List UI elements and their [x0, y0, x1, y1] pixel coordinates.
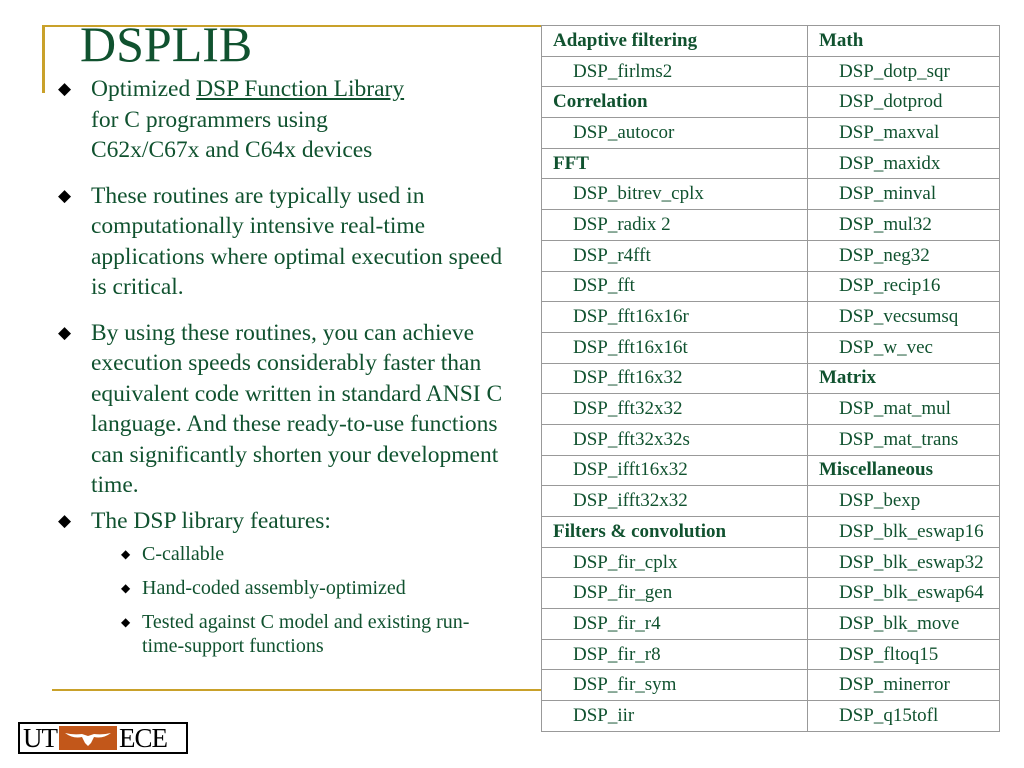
- table-row: [542, 87, 1000, 118]
- table-row: [542, 210, 1000, 241]
- longhorn-icon: [59, 726, 117, 750]
- bullet-text: By using these routines, you can achieve execution speeds considerably faster than equivalent code written in standard ANSI C language. And these ready-to-use functions can significantly shorten your development time.: [91, 319, 503, 498]
- bullet-text: for C programmers using: [91, 106, 328, 133]
- function-cell: DSP_mul32: [808, 210, 1000, 241]
- function-cell: DSP_autocor: [542, 118, 808, 149]
- sub-bullet-text: Tested against C model and existing run-time-support functions: [142, 611, 470, 657]
- table-row: [542, 424, 1000, 455]
- bullet-text: Optimized: [91, 76, 197, 102]
- sub-bullet-item: [91, 542, 510, 566]
- function-cell: DSP_vecsumsq: [808, 302, 1000, 333]
- category-cell: Adaptive filtering: [542, 26, 808, 57]
- function-cell: DSP_radix 2: [542, 210, 808, 241]
- function-cell: DSP_minval: [808, 179, 1000, 210]
- function-table-body: [542, 26, 1000, 732]
- function-cell: DSP_maxval: [808, 118, 1000, 149]
- diamond-bullet-icon: ◆: [58, 79, 72, 98]
- category-cell: Math: [808, 26, 1000, 57]
- bullet-item: [58, 506, 510, 659]
- diamond-bullet-icon: ◆: [58, 510, 72, 530]
- function-cell: DSP_fft16x16r: [542, 302, 808, 333]
- function-cell: DSP_fir_r8: [542, 639, 808, 670]
- function-cell: DSP_fir_gen: [542, 578, 808, 609]
- function-cell: DSP_q15tofl: [808, 701, 1000, 732]
- table-row: [542, 302, 1000, 333]
- table-row: [542, 271, 1000, 302]
- sub-bullet-text: C-callable: [142, 543, 225, 565]
- small-diamond-bullet-icon: ◆: [121, 547, 131, 561]
- function-cell: DSP_ifft32x32: [542, 486, 808, 517]
- table-row: [542, 517, 1000, 548]
- category-cell: Matrix: [808, 363, 1000, 394]
- function-cell: DSP_maxidx: [808, 148, 1000, 179]
- category-cell: Miscellaneous: [808, 455, 1000, 486]
- logo-ece-text: ECE: [119, 723, 167, 753]
- sub-bullet-item: [91, 610, 510, 658]
- table-row: [542, 394, 1000, 425]
- function-cell: DSP_blk_eswap16: [808, 517, 1000, 548]
- function-cell: DSP_iir: [542, 701, 808, 732]
- function-cell: DSP_fir_r4: [542, 609, 808, 640]
- category-cell: Correlation: [542, 87, 808, 118]
- table-row: [542, 609, 1000, 640]
- function-cell: DSP_fft32x32: [542, 394, 808, 425]
- function-cell: DSP_fir_cplx: [542, 547, 808, 578]
- table-row: [542, 179, 1000, 210]
- function-cell: DSP_w_vec: [808, 332, 1000, 363]
- function-cell: DSP_fft16x32: [542, 363, 808, 394]
- function-cell: DSP_dotp_sqr: [808, 56, 1000, 87]
- small-diamond-bullet-icon: ◆: [121, 581, 131, 595]
- table-row: [542, 26, 1000, 57]
- small-diamond-bullet-icon: ◆: [121, 615, 131, 629]
- function-cell: DSP_firlms2: [542, 56, 808, 87]
- bullet-text: These routines are typically used in computationally intensive real-time applications where optimal execution speed is critical.: [91, 182, 503, 300]
- table-row: [542, 240, 1000, 271]
- bullet-item: [58, 318, 510, 501]
- function-cell: DSP_dotprod: [808, 87, 1000, 118]
- dsp-function-library-link[interactable]: DSP Function Library: [196, 76, 405, 102]
- ut-ece-logo: [18, 722, 188, 754]
- bullet-list: [58, 74, 510, 668]
- function-cell: DSP_bexp: [808, 486, 1000, 517]
- table-row: [542, 639, 1000, 670]
- function-cell: DSP_r4fft: [542, 240, 808, 271]
- table-row: [542, 148, 1000, 179]
- function-cell: DSP_fft32x32s: [542, 424, 808, 455]
- bullet-text: The DSP library features:: [91, 507, 331, 534]
- bullet-text: C62x/C67x and C64x devices: [91, 137, 373, 163]
- table-row: [542, 332, 1000, 363]
- sub-bullet-list: [91, 542, 510, 658]
- category-cell: FFT: [542, 148, 808, 179]
- table-row: [542, 701, 1000, 732]
- function-cell: DSP_fft: [542, 271, 808, 302]
- function-table: [541, 25, 1000, 732]
- logo-ut-text: UT: [23, 723, 57, 753]
- table-row: [542, 670, 1000, 701]
- function-cell: DSP_bitrev_cplx: [542, 179, 808, 210]
- function-cell: DSP_fir_sym: [542, 670, 808, 701]
- function-cell: DSP_minerror: [808, 670, 1000, 701]
- diamond-bullet-icon: ◆: [58, 185, 72, 205]
- table-row: [542, 118, 1000, 149]
- table-row: [542, 486, 1000, 517]
- category-cell: Filters & convolution: [542, 517, 808, 548]
- function-cell: DSP_ifft16x32: [542, 455, 808, 486]
- function-cell: DSP_mat_mul: [808, 394, 1000, 425]
- function-cell: DSP_mat_trans: [808, 424, 1000, 455]
- table-row: [542, 547, 1000, 578]
- diamond-bullet-icon: ◆: [58, 322, 72, 342]
- function-cell: DSP_neg32: [808, 240, 1000, 271]
- table-row: [542, 363, 1000, 394]
- slide-title: DSPLIB: [80, 16, 253, 72]
- table-row: [542, 56, 1000, 87]
- function-cell: DSP_recip16: [808, 271, 1000, 302]
- function-cell: DSP_blk_eswap64: [808, 578, 1000, 609]
- table-row: [542, 455, 1000, 486]
- function-cell: DSP_fft16x16t: [542, 332, 808, 363]
- function-cell: DSP_blk_move: [808, 609, 1000, 640]
- bullet-item: [58, 181, 510, 303]
- left-accent-bar: [42, 25, 45, 93]
- function-cell: DSP_blk_eswap32: [808, 547, 1000, 578]
- sub-bullet-item: [91, 576, 510, 600]
- function-cell: DSP_fltoq15: [808, 639, 1000, 670]
- bullet-item: [58, 74, 510, 166]
- table-row: [542, 578, 1000, 609]
- longhorn-icon-graphic: [63, 728, 113, 748]
- sub-bullet-text: Hand-coded assembly-optimized: [142, 577, 406, 599]
